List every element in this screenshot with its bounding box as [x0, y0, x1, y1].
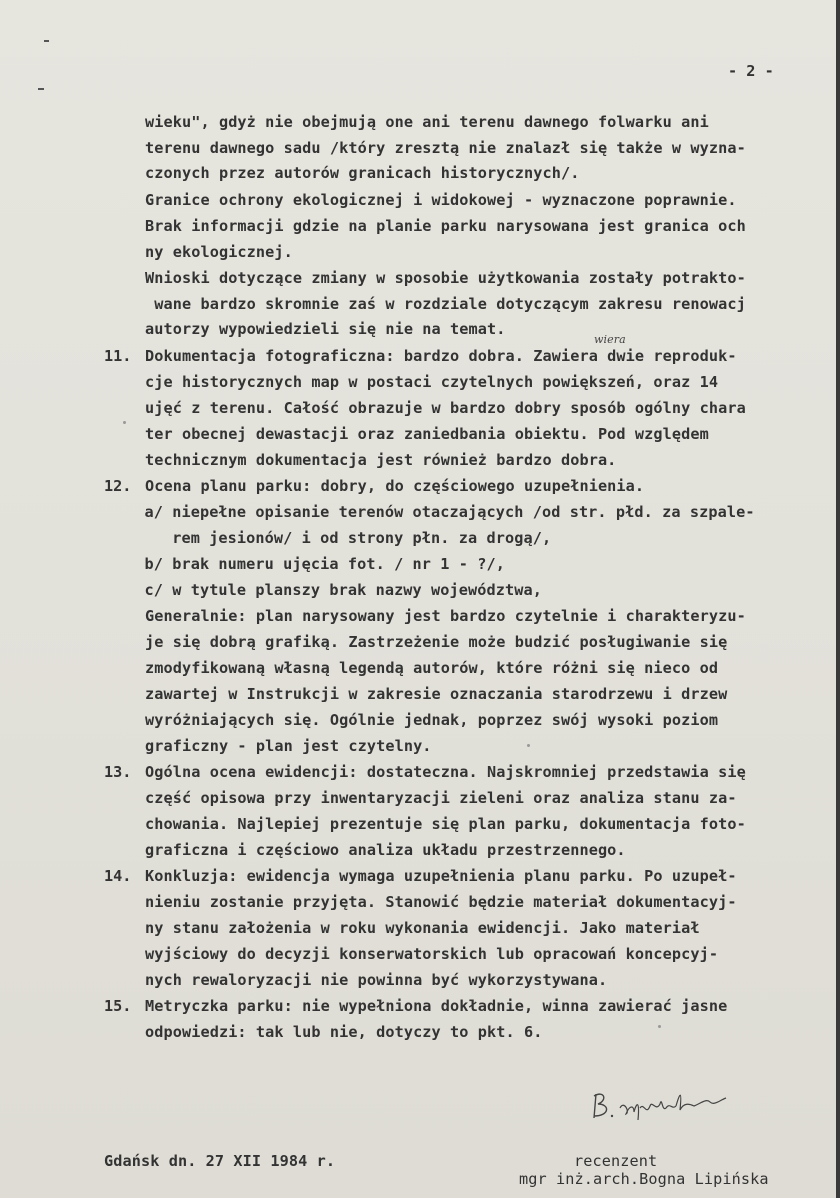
text-line: ujęć z terenu. Całość obrazuje w bardzo dobry sposób ogólny chara — [145, 399, 746, 417]
text-line: b/ brak numeru ujęcia fot. / nr 1 - ?/, — [126, 555, 505, 573]
punch-mark-top — [44, 40, 49, 42]
text-line: wieku", gdyż nie obejmują one ani terenu dawnego folwarku ani — [145, 113, 709, 131]
text-line: Wnioski dotyczące zmiany w sposobie użytkowania zostały potrakto- — [145, 269, 746, 287]
text-line: ny stanu założenia w roku wykonania ewidencji. Jako materiał — [145, 919, 700, 937]
paper-speck — [527, 744, 530, 747]
punch-mark-bottom — [38, 88, 44, 90]
item-number: 13. — [104, 763, 132, 781]
text-line: graficzna i częściowo analiza układu przestrzennego. — [145, 841, 626, 859]
text-line: cje historycznych map w postaci czytelnych powiększeń, oraz 14 — [145, 373, 719, 391]
reviewer-role: recenzent — [574, 1152, 658, 1170]
reviewer-name: mgr inż.arch.Bogna Lipińska — [519, 1170, 769, 1188]
paper-speck — [123, 421, 126, 424]
text-line: Dokumentacja fotograficzna: bardzo dobra. Zawiera dwie reproduk- — [145, 347, 737, 365]
text-line: część opisowa przy inwentaryzacji zieleni oraz analiza stanu za- — [145, 789, 737, 807]
text-line: odpowiedzi: tak lub nie, dotyczy to pkt. 6. — [145, 1023, 543, 1041]
text-line: Ocena planu parku: dobry, do częściowego uzupełnienia. — [145, 477, 645, 495]
text-line: wyróżniających się. Ogólnie jednak, poprzez swój wysoki poziom — [145, 711, 719, 729]
text-line: graficzny - plan jest czytelny. — [145, 737, 432, 755]
item-number: 14. — [104, 867, 132, 885]
text-line: technicznym dokumentacja jest również bardzo dobra. — [145, 451, 617, 469]
text-line: wane bardzo skromnie zaś w rozdziale dotyczącym zakresu renowacj — [145, 295, 746, 313]
text-line: Ogólna ocena ewidencji: dostateczna. Najskromniej przedstawia się — [145, 763, 746, 781]
text-line: wyjściowy do decyzji konserwatorskich lub opracowań koncepcyj- — [145, 945, 719, 963]
text-line: je się dobrą grafiką. Zastrzeżenie może budzić posługiwanie się — [145, 633, 728, 651]
text-line: nieniu zostanie przyjęta. Stanowić będzie materiał dokumentacyj- — [145, 893, 737, 911]
page-number: - 2 - — [728, 62, 774, 80]
text-line: Konkluzja: ewidencja wymaga uzupełnienia planu parku. Po uzupeł- — [145, 867, 737, 885]
text-line: rem jesionów/ i od strony płn. za drogą/, — [126, 529, 552, 547]
item-number: 12. — [104, 477, 132, 495]
text-line: Brak informacji gdzie na planie parku narysowana jest granica och — [145, 217, 746, 235]
handwritten-correction: wiera — [594, 333, 626, 346]
text-line: Metryczka parku: nie wypełniona dokładnie, winna zawierać jasne — [145, 997, 728, 1015]
text-line: c/ w tytule planszy brak nazwy województwa, — [126, 581, 542, 599]
item-number: 15. — [104, 997, 132, 1015]
item-number: 11. — [104, 347, 132, 365]
text-line: ter obecnej dewastacji oraz zaniedbania obiektu. Pod względem — [145, 425, 709, 443]
text-line: zmodyfikowaną własną legendą autorów, które różni się nieco od — [145, 659, 719, 677]
text-line: czonych przez autorów granicach historycznych/. — [145, 164, 580, 182]
paper-speck — [658, 1025, 661, 1028]
text-line: Generalnie: plan narysowany jest bardzo czytelnie i charakteryzu- — [145, 607, 746, 625]
text-line: Granice ochrony ekologicznej i widokowej - wyznaczone poprawnie. — [145, 191, 737, 209]
text-line: zawartej w Instrukcji w zakresie oznaczania starodrzewu i drzew — [145, 685, 728, 703]
text-line: ny ekologicznej. — [145, 243, 293, 261]
text-line: a/ niepełne opisanie terenów otaczających /od str. płd. za szpale- — [126, 503, 755, 521]
text-line: terenu dawnego sadu /który zresztą nie znalazł się także w wyzna- — [145, 139, 746, 157]
handwritten-signature — [590, 1086, 740, 1126]
text-line: chowania. Najlepiej prezentuje się plan parku, dokumentacja foto- — [145, 815, 746, 833]
text-line: autorzy wypowiedzieli się nie na temat. — [145, 320, 506, 338]
text-line: nych rewaloryzacji nie powinna być wykorzystywana. — [145, 971, 608, 989]
place-date: Gdańsk dn. 27 XII 1984 r. — [104, 1152, 336, 1170]
